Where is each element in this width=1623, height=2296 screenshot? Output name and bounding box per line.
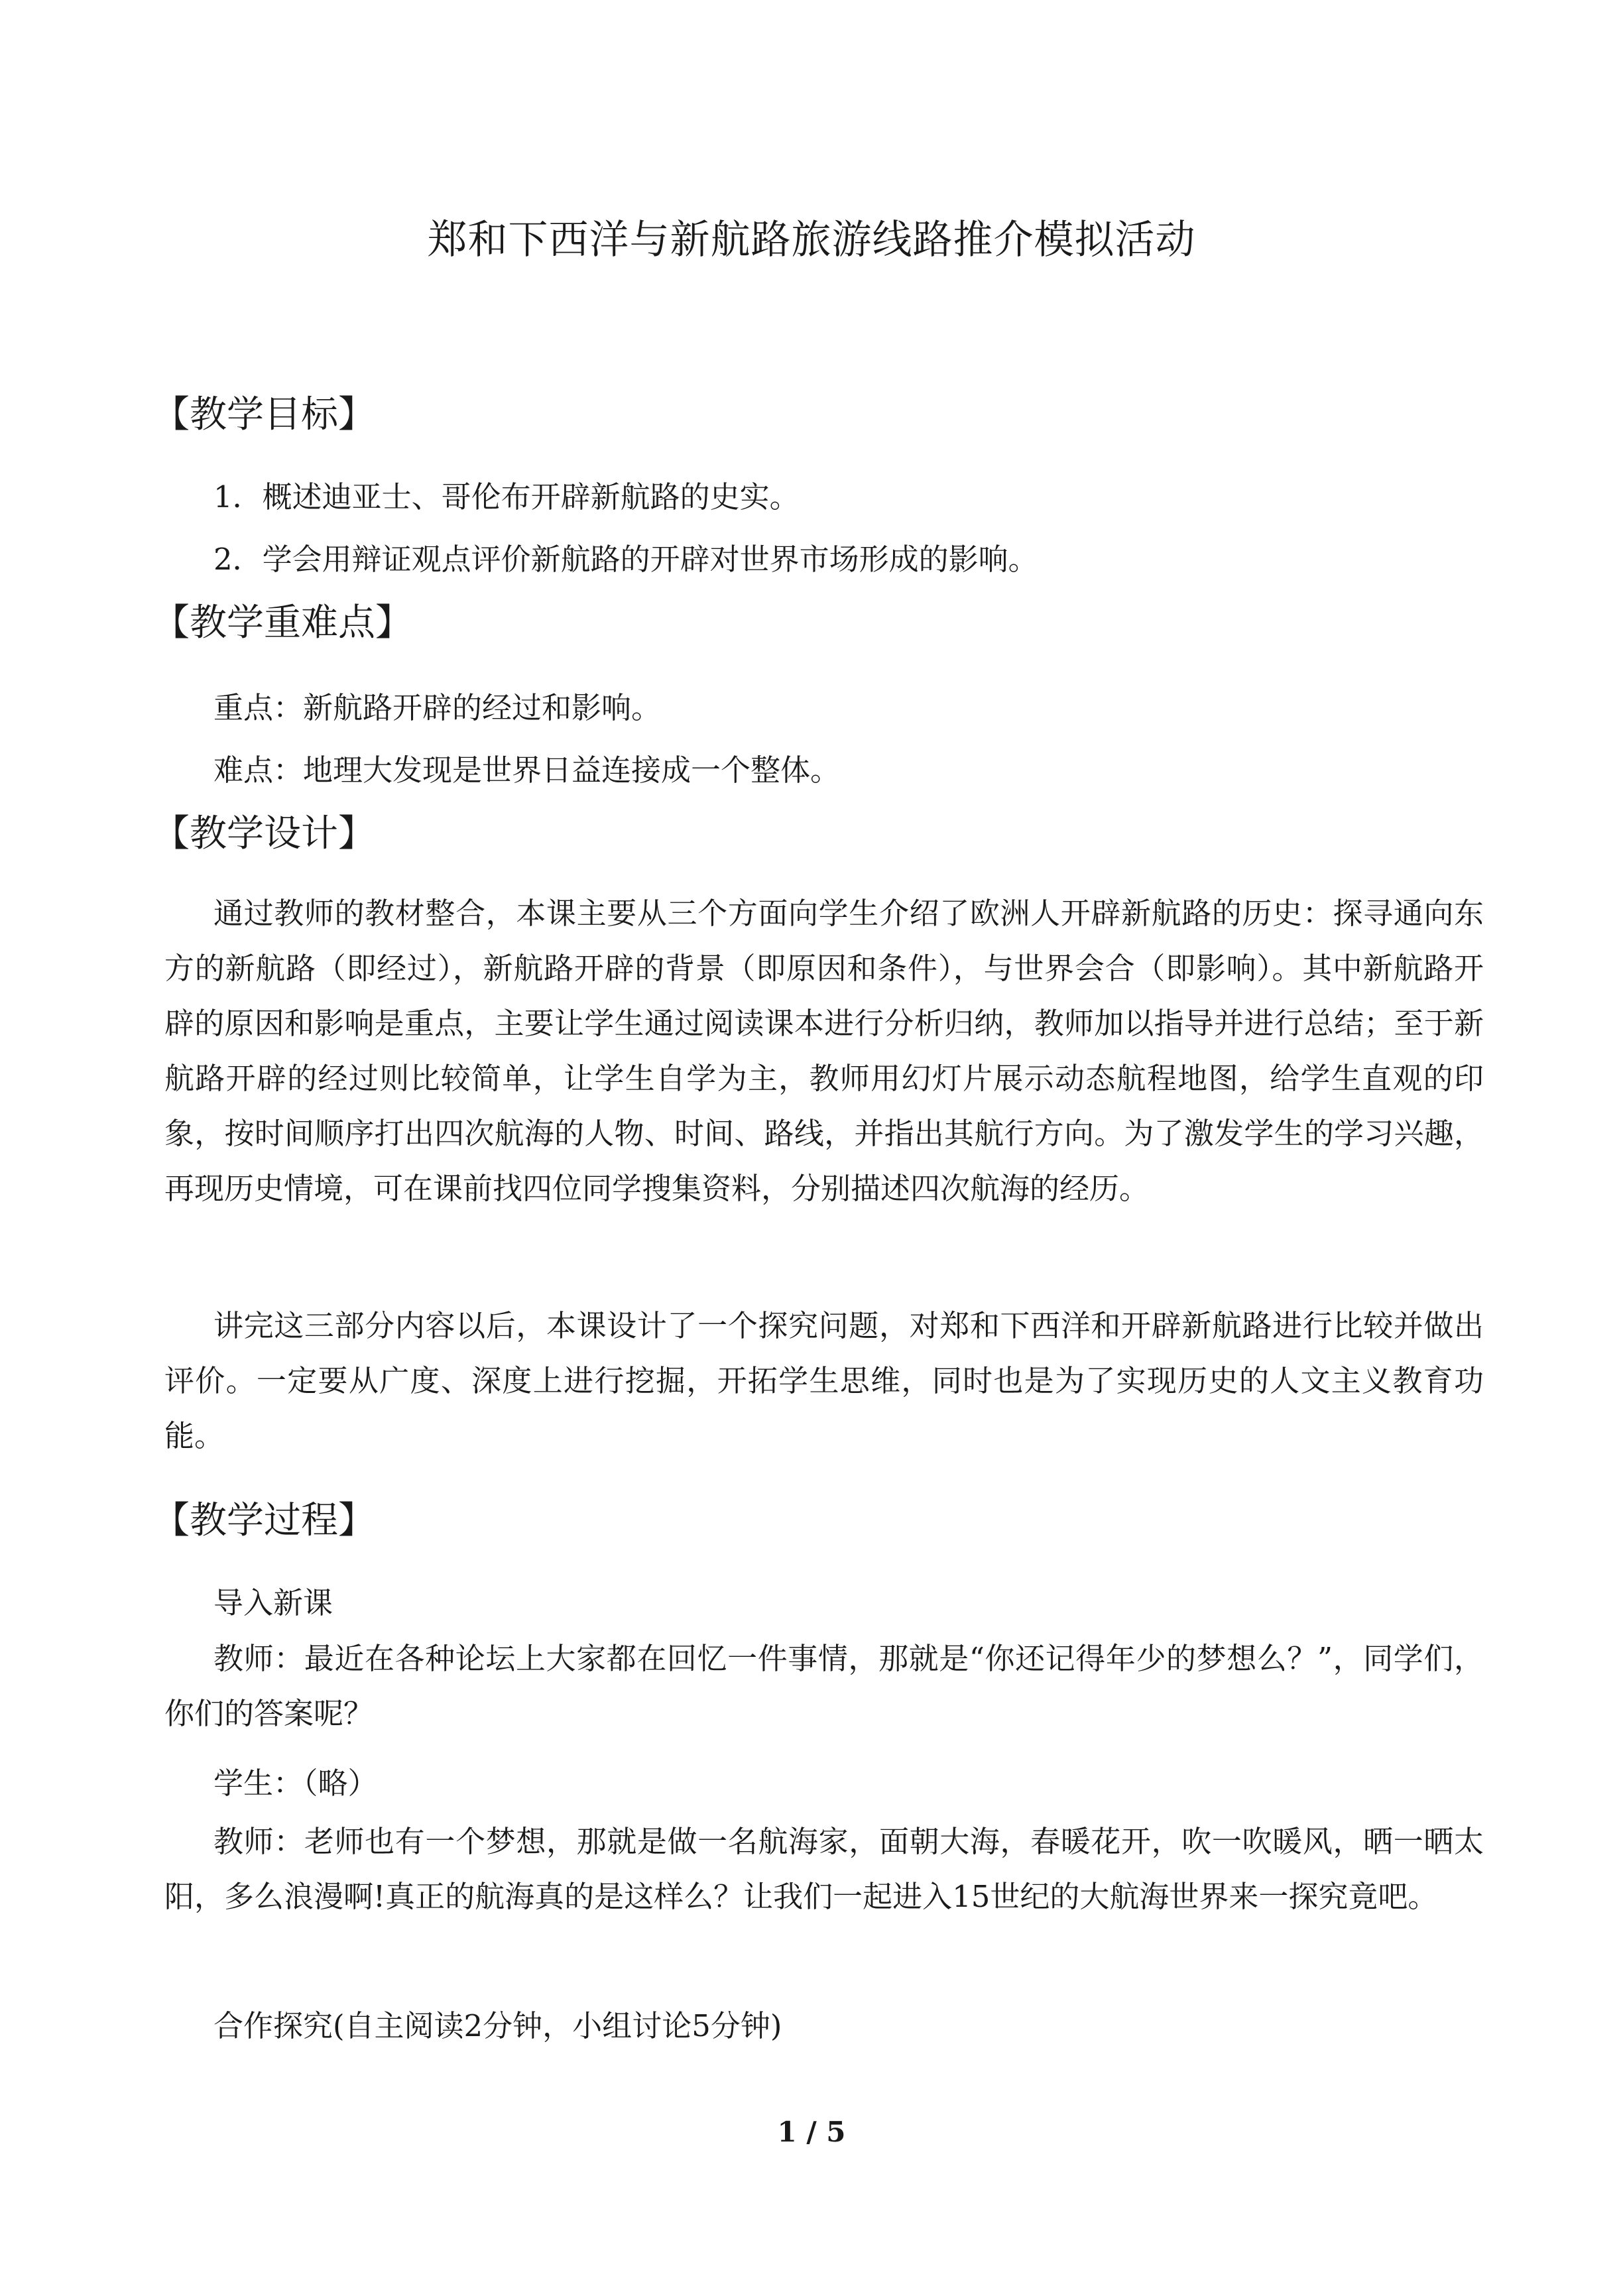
page-number: 1 / 5: [777, 2116, 846, 2148]
process-paragraph-teacher-1: 教师：最近在各种论坛上大家都在回忆一件事情，那就是“你还记得年少的梦想么？”，同学们，你们的答案呢？: [164, 1641, 1484, 1731]
key-point-difficulty: 难点：地理大发现是世界日益连接成一个整体。: [213, 753, 841, 788]
process-paragraph-cooperative: 合作探究(自主阅读2分钟，小组讨论5分钟): [213, 2008, 782, 2043]
heading-objectives: 【教学目标】: [152, 393, 375, 436]
document-title: 郑和下西洋与新航路旅游线路推介模拟活动: [427, 217, 1196, 263]
design-paragraph-2: 讲完这三部分内容以后，本课设计了一个探究问题，对郑和下西洋和开辟新航路进行比较并做出评价。一定要从广度、深度上进行挖掘，开拓学生思维，同时也是为了实现历史的人文主义教育功能。: [164, 1308, 1484, 1453]
heading-process: 【教学过程】: [152, 1499, 375, 1542]
design-paragraph-1: 通过教师的教材整合，本课主要从三个方面向学生介绍了欧洲人开辟新航路的历史：探寻通向东方的新航路（即经过），新航路开辟的背景（即原因和条件），与世界会合（即影响）。其中新航路开辟的原因和影响是重点，主要让学生通过阅读课本进行分析归纳，教师加以指导并进行总结；至于新航路开辟的经过则比较简单，让学生自学为主，教师用幻灯片展示动态航程地图，给学生直观的印象，按时间顺序打出四次航海的人物、时间、路线，并指出其航行方向。为了激发学生的学习兴趣，再现历史情境，可在课前找四位同学搜集资料，分别描述四次航海的经历。: [164, 896, 1484, 1206]
process-paragraph-teacher-2: 教师：老师也有一个梦想，那就是做一名航海家，面朝大海，春暖花开，吹一吹暖风，晒一晒太阳，多么浪漫啊!真正的航海真的是这样么？让我们一起进入15世纪的大航海世界来一探究竟吧。: [164, 1824, 1484, 1914]
objective-item-2: 2．学会用辩证观点评价新航路的开辟对世界市场形成的影响。: [213, 542, 1038, 577]
heading-design: 【教学设计】: [152, 812, 375, 855]
key-point-focus: 重点：新航路开辟的经过和影响。: [213, 690, 662, 725]
heading-key-points: 【教学重难点】: [152, 601, 412, 644]
objective-item-1: 1．概述迪亚士、哥伦布开辟新航路的史实。: [213, 479, 800, 514]
process-paragraph-student: 学生：（略）: [213, 1766, 378, 1801]
process-intro-label: 导入新课: [213, 1585, 333, 1620]
